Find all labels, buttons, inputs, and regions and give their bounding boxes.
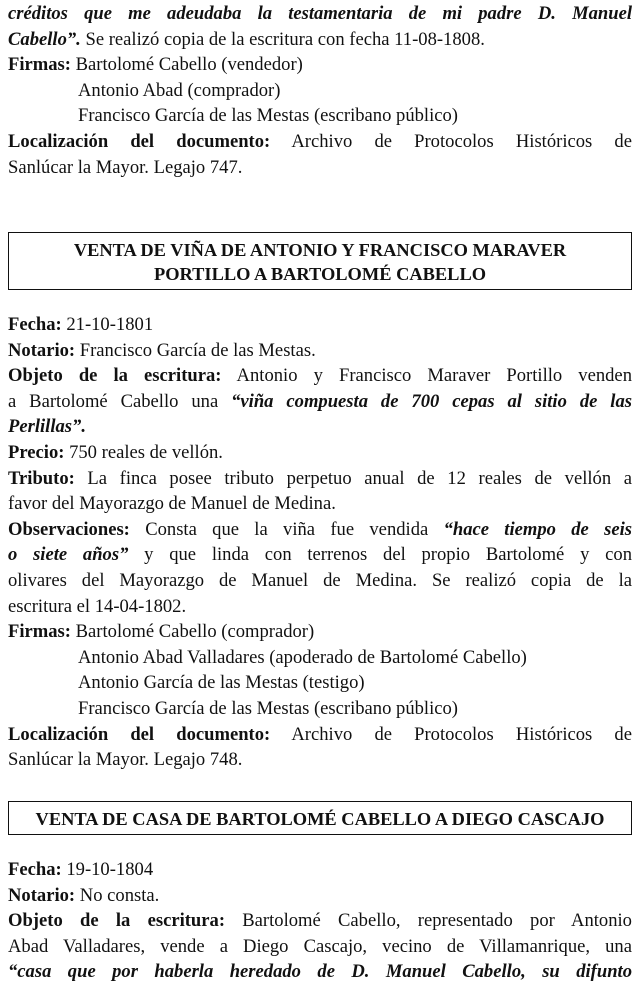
observaciones-line	[8, 594, 632, 620]
quote-text: Perlillas”.	[8, 416, 86, 438]
quote-text: créditos que me adeudaba la testamentaria de mi padre D. Manuel	[8, 3, 632, 24]
quote-text: “viña compuesta de 700 cepas al sitio de las	[231, 390, 632, 412]
location-line	[8, 747, 632, 773]
observaciones-line	[8, 517, 632, 543]
firmas-line	[8, 52, 632, 78]
fecha-line	[8, 312, 632, 338]
objeto-line	[8, 389, 632, 415]
quote-text: “hace tiempo de seis	[443, 518, 632, 540]
precio-line	[8, 440, 632, 466]
signatory: Francisco García de las Mestas (escribano público)	[78, 697, 459, 719]
quote-text: o siete años”	[8, 544, 129, 566]
notario-label: Notario:	[8, 339, 76, 361]
signatory: Francisco García de las Mestas (escribano público)	[78, 105, 459, 127]
notario-line	[8, 338, 632, 364]
observaciones-text: escritura el 14-04-1802.	[8, 595, 187, 617]
firmas-line	[8, 619, 632, 645]
observaciones-text: olivares del Mayorazgo de Manuel de Medina. Se realizó copia de la	[8, 569, 632, 591]
firmas-label: Firmas:	[8, 54, 71, 76]
record-block-2	[8, 312, 632, 773]
fecha-label: Fecha:	[8, 859, 62, 880]
quote-text: “casa que por haberla heredado de D. Manuel Cabello, su difunto	[8, 961, 632, 983]
signatory: Bartolomé Cabello (vendedor)	[71, 54, 303, 76]
observaciones-text: y que linda con terrenos del propio Bartolomé y con	[128, 544, 632, 566]
signatory-line	[8, 696, 632, 722]
observaciones-label: Observaciones:	[8, 518, 130, 540]
precio-value: 750 reales de vellón.	[64, 441, 223, 463]
objeto-line	[8, 959, 632, 985]
fecha-line	[8, 857, 632, 883]
section-heading-1	[8, 232, 632, 290]
location-label: Localización del documento:	[8, 130, 271, 152]
signatory-line	[8, 645, 632, 671]
objeto-text: Bartolomé Cabello, representado por Antonio	[225, 910, 632, 932]
fecha-value: 19-10-1804	[61, 859, 154, 880]
fecha-label: Fecha:	[8, 314, 62, 335]
signatory: Antonio Abad (comprador)	[78, 79, 281, 101]
tributo-line	[8, 466, 632, 492]
heading-line: VENTA DE CASA DE BARTOLOMÉ CABELLO A DIEGO CASCAJO	[35, 809, 605, 829]
signatory-line	[8, 670, 632, 696]
location-text: Archivo de Protocolos Históricos de	[270, 723, 632, 745]
signatory-line	[8, 103, 632, 129]
objeto-label: Objeto de la escritura:	[8, 910, 226, 932]
notario-label: Notario:	[8, 884, 76, 906]
signatory: Bartolomé Cabello (comprador)	[71, 621, 315, 643]
section-heading-2	[8, 801, 632, 835]
observaciones-text: Consta que la viña fue vendida	[129, 518, 444, 540]
quote-text: Cabello”.	[8, 28, 81, 50]
objeto-line	[8, 908, 632, 934]
heading-line: PORTILLO A BARTOLOMÉ CABELLO	[153, 264, 487, 284]
notario-value: No consta.	[75, 884, 160, 906]
quote-line	[8, 1, 632, 27]
signatory: Antonio García de las Mestas (testigo)	[78, 672, 365, 694]
objeto-line	[8, 363, 632, 389]
tributo-label: Tributo:	[8, 467, 75, 489]
location-line	[8, 722, 632, 748]
location-text: Archivo de Protocolos Históricos de	[270, 130, 632, 152]
notario-line	[8, 883, 632, 909]
objeto-text: a Bartolomé Cabello una	[8, 390, 232, 412]
location-text: Sanlúcar la Mayor. Legajo 747.	[8, 156, 243, 178]
objeto-line	[8, 414, 632, 440]
tributo-text: favor del Mayorazgo de Manuel de Medina.	[8, 493, 336, 515]
location-line	[8, 129, 632, 155]
heading-line: VENTA DE VIÑA DE ANTONIO Y FRANCISCO MARAVER	[73, 240, 567, 260]
objeto-line	[8, 934, 632, 960]
objeto-text: Abad Valladares, vende a Diego Cascajo, vecino de Villamanrique, una	[8, 935, 632, 957]
record-block-3	[8, 857, 632, 985]
tributo-text: La finca posee tributo perpetuo anual de 12 reales de vellón a	[74, 467, 632, 489]
tributo-line	[8, 491, 632, 517]
location-text: Sanlúcar la Mayor. Legajo 748.	[8, 749, 243, 771]
record-block-1	[8, 1, 632, 180]
copy-text: Se realizó copia de la escritura con fecha 11-08-1808.	[80, 28, 485, 50]
signatory-line	[8, 78, 632, 104]
firmas-label: Firmas:	[8, 621, 71, 643]
observaciones-line	[8, 568, 632, 594]
observaciones-line	[8, 542, 632, 568]
objeto-text: Antonio y Francisco Maraver Portillo venden	[221, 365, 632, 387]
precio-label: Precio:	[8, 441, 65, 463]
fecha-value: 21-10-1801	[61, 314, 154, 335]
signatory: Antonio Abad Valladares (apoderado de Bartolomé Cabello)	[78, 646, 527, 668]
copy-line	[8, 27, 632, 53]
notario-value: Francisco García de las Mestas.	[75, 339, 316, 361]
location-line	[8, 155, 632, 181]
objeto-label: Objeto de la escritura:	[8, 365, 222, 387]
location-label: Localización del documento:	[8, 723, 271, 745]
